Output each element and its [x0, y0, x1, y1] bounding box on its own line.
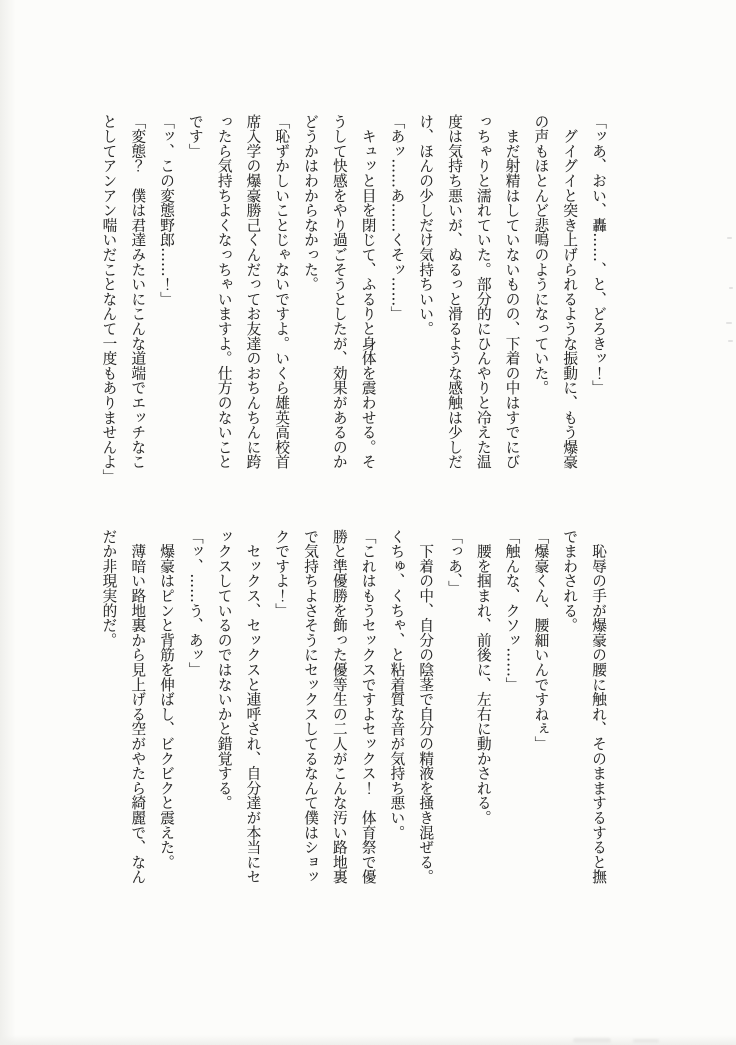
text-column: 「ッあ、おい、轟……、と、どろきッ！」: [590, 114, 607, 396]
scan-smudge: [573, 1038, 611, 1043]
text-column: うして快感をやり過ごそうとしたが、効果があるのか: [330, 114, 348, 470]
scan-smudge: [633, 1039, 659, 1043]
text-column: キュッと目を閉じて、ふるりと身体を震わせる。そ: [359, 114, 377, 470]
text-column: 「これはもうセックスですよセックス！ 体育祭で優: [359, 529, 377, 885]
text-column: です」: [186, 114, 204, 159]
text-column: クですよ！」: [273, 529, 291, 618]
text-column: 勝と準優勝を飾った優等生の二人がこんな汚い路地裏: [330, 529, 348, 885]
text-column: 「恥ずかしいことじゃないですよ。いくら雄英高校首: [273, 114, 291, 470]
scan-speck: [726, 322, 732, 324]
text-column: 「触んな、クソッ……」: [503, 529, 521, 692]
text-column: 席入学の爆豪勝己くんだってお友達のおちんちんに跨: [244, 114, 262, 470]
text-column: 「変態？ 僕は君達みたいにこんな道端でエッチなこ: [129, 114, 147, 470]
text-column: ったら気持ちよくなっちゃいますよ。仕方のないこと: [215, 114, 233, 470]
text-column: グイグイと突き上げられるような振動に、もう爆豪: [561, 114, 579, 470]
text-column: としてアンアン喘いだことなんて一度もありませんよ」: [100, 114, 118, 484]
text-column: だか非現実的だ。: [100, 529, 118, 648]
text-block-top: [94, 114, 612, 482]
text-column: どうかはわからなかった。: [302, 114, 320, 292]
text-column: け、ほんの少しだけ気持ちいい。: [417, 114, 435, 336]
text-column: まだ射精はしていないものの、下着の中はすでにび: [503, 114, 521, 470]
text-column: 「っあ、」: [446, 529, 464, 596]
text-column: 下着の中、自分の陰茎で自分の精液を掻き混ぜる。: [417, 529, 435, 885]
text-column: 「あッ……あ……くそッ……」: [388, 114, 406, 322]
text-block-bottom: [94, 529, 612, 899]
scan-speck: [727, 237, 732, 239]
text-column: 「爆豪くん、腰細いんですねぇ」: [532, 529, 550, 751]
text-column: 度は気持ち悪いが、ぬるっと滑るような感触は少しだ: [446, 114, 464, 470]
text-column: でまわされる。: [561, 529, 579, 633]
text-column: 「ッ、……う、あッ」: [186, 529, 204, 677]
text-column: セックス、セックスと連呼され、自分達が本当にセ: [244, 529, 262, 885]
scan-speck: [729, 287, 733, 289]
text-column: の声もほとんど悲鳴のようになっていた。: [532, 114, 550, 396]
text-column: 爆豪はピンと背筋を伸ばし、ビクビクと震えた。: [158, 529, 176, 870]
text-column: 腰を掴まれ、前後に、左右に動かされる。: [474, 529, 492, 825]
text-column: 恥辱の手が爆豪の腰に触れ、そのままするすると撫: [590, 529, 607, 885]
text-column: 薄暗い路地裏から見上げる空がやたら綺麗で、なん: [129, 529, 147, 885]
scan-speck: [728, 340, 733, 342]
text-column: ックスしているのではないかと錯覚する。: [215, 529, 233, 811]
text-column: で気持ちよさそうにセックスしてるなんて僕はショッ: [302, 529, 320, 885]
text-column: くちゅ、くちゃ、と粘着質な音が気持ち悪い。: [388, 529, 406, 840]
text-column: 「ッ、この変態野郎……！」: [158, 114, 176, 307]
text-column: っちゃりと濡れていた。部分的にひんやりと冷えた温: [474, 114, 492, 470]
